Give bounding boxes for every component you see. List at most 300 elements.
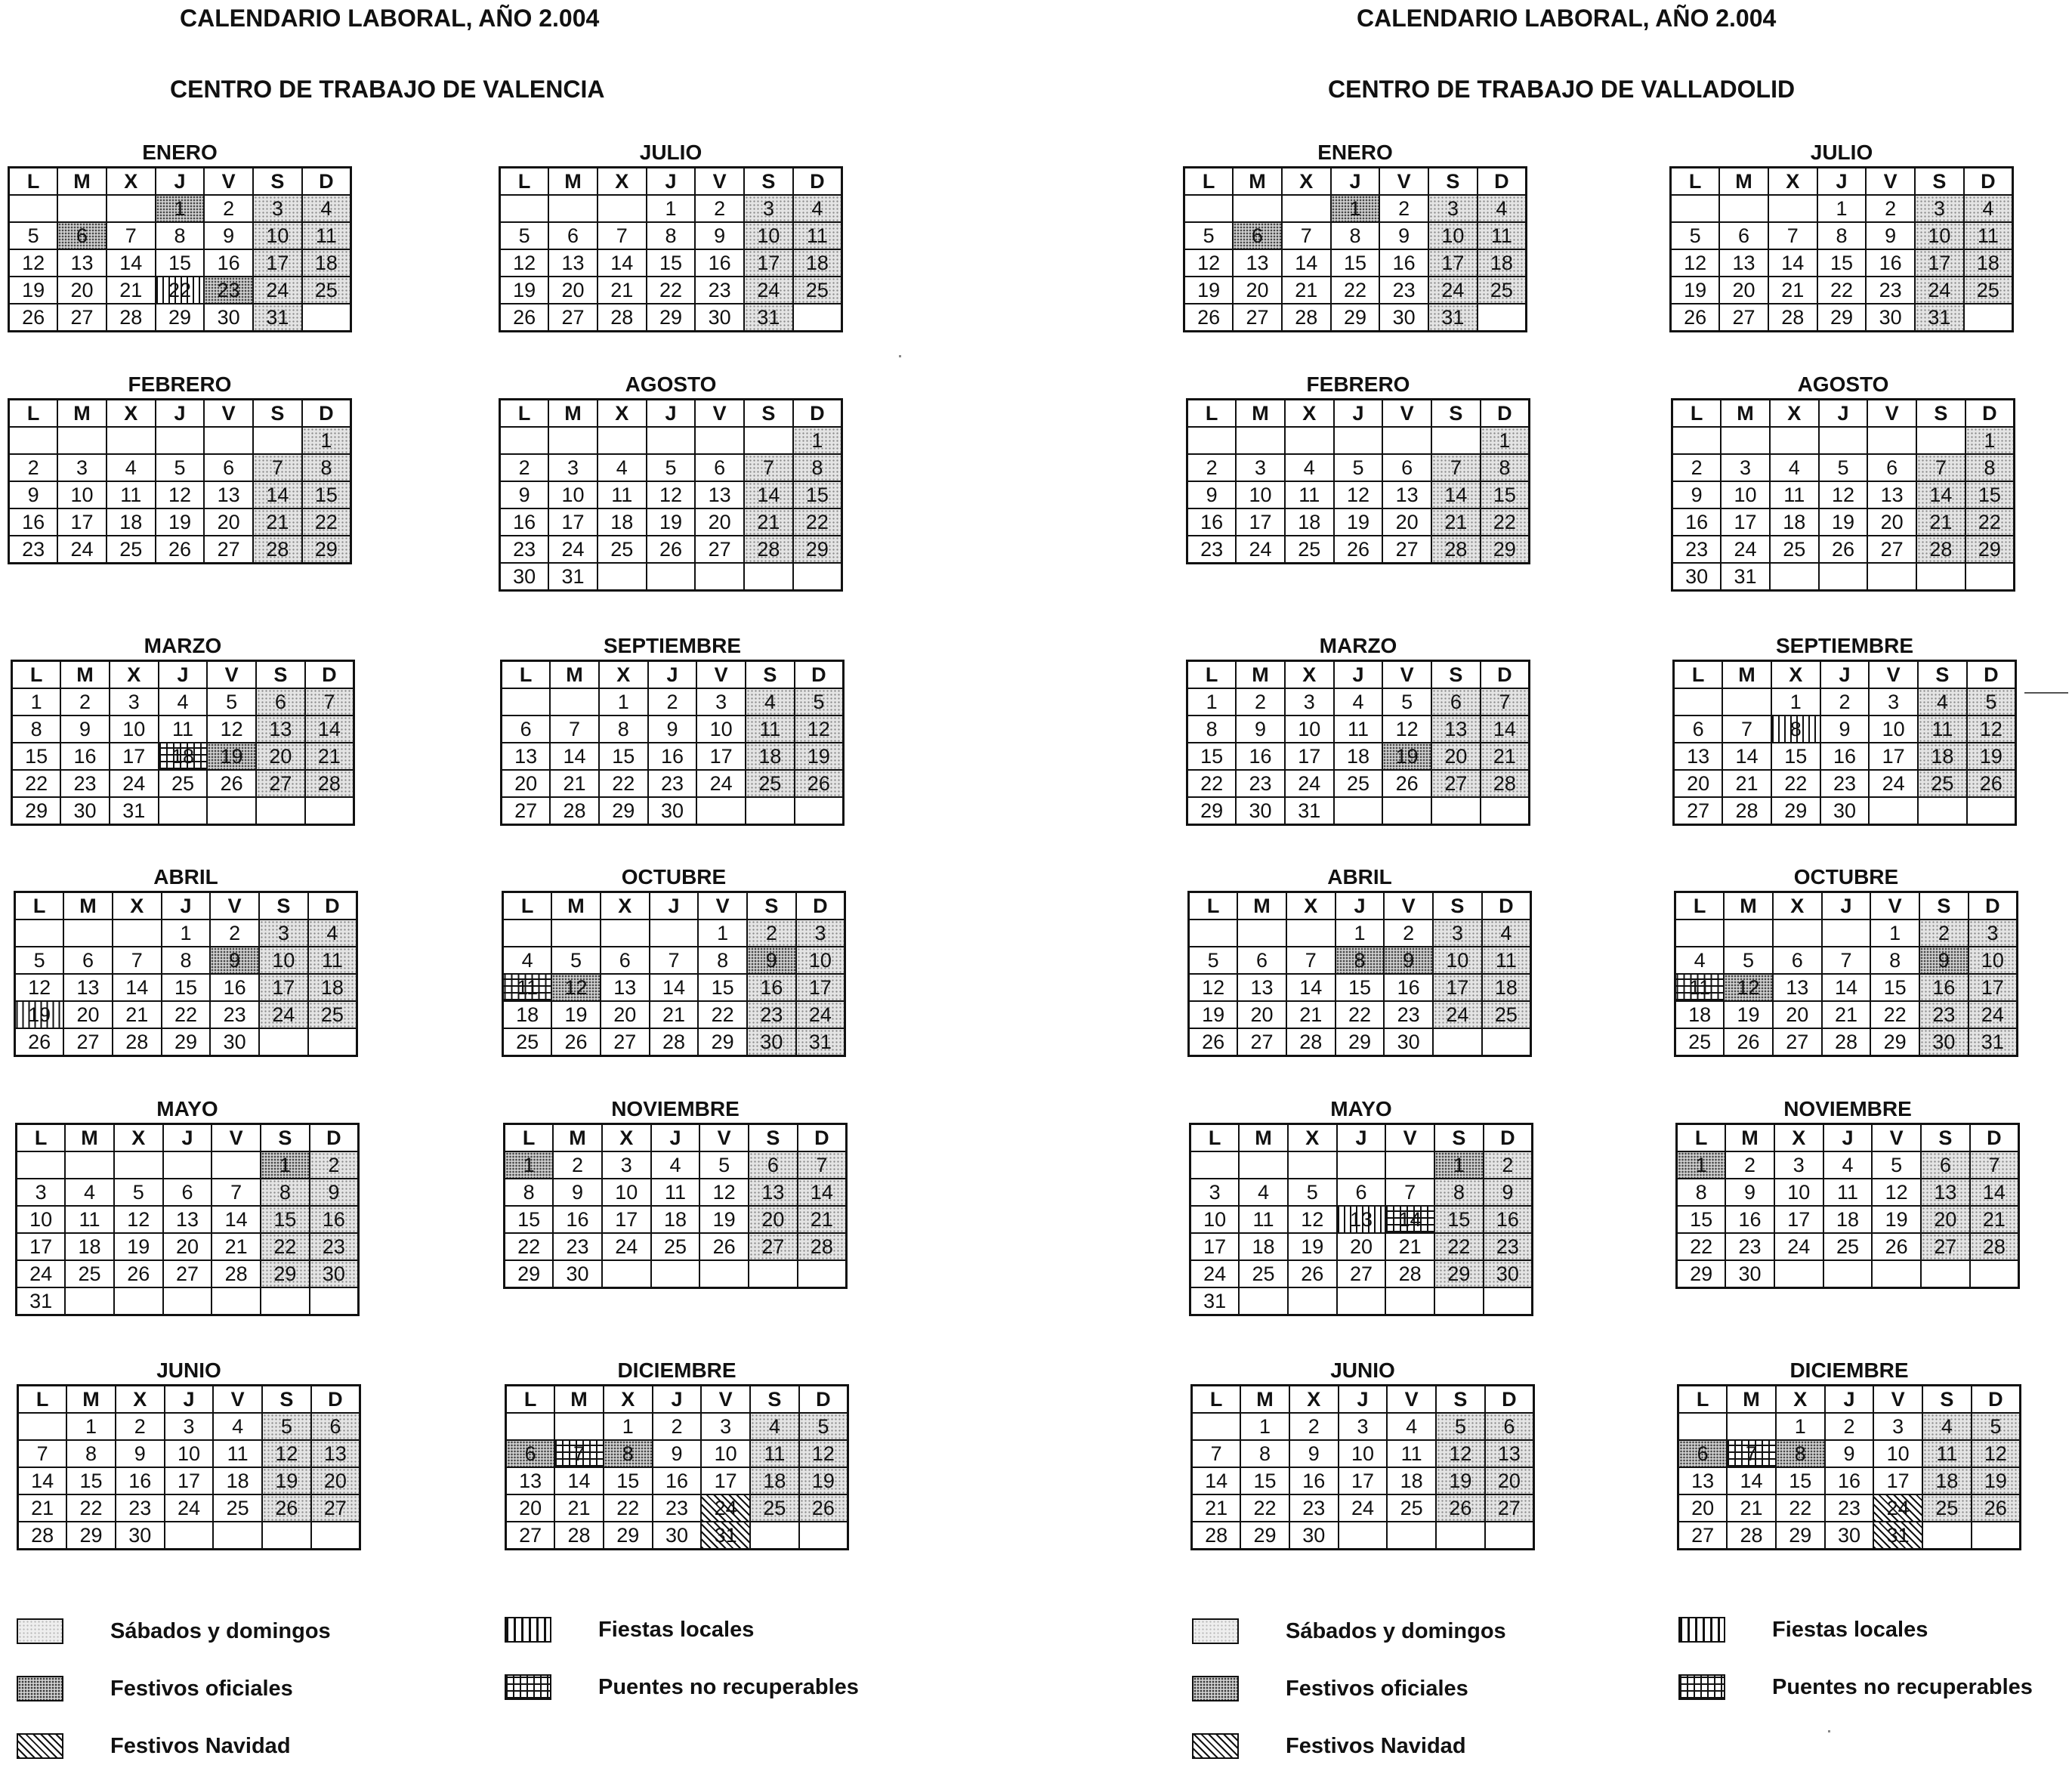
- week-row: [15, 947, 357, 974]
- weekday-header: X: [1776, 1386, 1825, 1414]
- day-cell: 24: [253, 277, 302, 304]
- empty-cell: [1239, 1151, 1288, 1179]
- day-cell: 26: [1184, 304, 1234, 332]
- day-cell: 11: [213, 1440, 262, 1467]
- month-calendar: [500, 632, 845, 826]
- empty-cell: [699, 1260, 749, 1288]
- day-cell: 9: [1484, 1179, 1533, 1206]
- day-cell: 27: [502, 797, 551, 825]
- day-cell: 26: [114, 1260, 163, 1287]
- weekday-header-row: [9, 400, 351, 428]
- week-row: [1190, 1151, 1533, 1179]
- day-cell: 27: [1382, 536, 1431, 564]
- weekday-header: M: [57, 168, 107, 196]
- weekday-header: X: [1288, 1124, 1337, 1152]
- day-cell: 22: [1240, 1494, 1289, 1522]
- legend-local-swatch: [1678, 1617, 1725, 1643]
- weekday-header: L: [17, 1124, 66, 1152]
- empty-cell: [1189, 919, 1238, 947]
- day-cell: 17: [17, 1233, 66, 1260]
- day-cell: 26: [1872, 1233, 1921, 1260]
- day-cell: 9: [116, 1440, 165, 1467]
- week-row: [1674, 743, 2016, 770]
- weekday-header: D: [1481, 400, 1530, 428]
- day-cell: 2: [1919, 919, 1969, 947]
- empty-cell: [1773, 919, 1822, 947]
- day-cell: 5: [551, 947, 601, 974]
- day-cell: 29: [1817, 304, 1867, 332]
- weekday-header: L: [9, 400, 58, 428]
- day-cell: 16: [1725, 1206, 1774, 1233]
- day-cell: 4: [746, 688, 795, 716]
- day-cell: 28: [554, 1522, 604, 1550]
- day-cell: 28: [1722, 797, 1771, 825]
- week-row: [1184, 195, 1527, 222]
- month-name: FEBRERO: [1306, 372, 1410, 396]
- week-row: [9, 481, 351, 508]
- weekday-header: J: [165, 1386, 214, 1414]
- day-cell: 9: [1379, 222, 1428, 249]
- day-cell: 23: [1484, 1233, 1533, 1260]
- month-calendar: [1671, 371, 2015, 592]
- day-cell: 6: [1921, 1151, 1970, 1179]
- day-cell: 8: [66, 1440, 116, 1467]
- week-row: [1675, 919, 2018, 947]
- day-cell: 26: [1972, 1494, 2021, 1522]
- legend-christmas-label: Festivos Navidad: [110, 1733, 291, 1758]
- weekday-header: S: [262, 1386, 311, 1414]
- day-cell: 11: [1478, 222, 1527, 249]
- day-cell: 13: [1237, 974, 1286, 1001]
- day-cell: 16: [653, 1467, 702, 1494]
- day-cell: 17: [744, 249, 793, 277]
- week-row: [17, 1151, 359, 1179]
- month-grid: [499, 166, 843, 332]
- day-cell: 28: [650, 1028, 699, 1056]
- weekday-header: V: [698, 892, 747, 920]
- empty-cell: [554, 1413, 604, 1440]
- day-cell: 6: [506, 1440, 555, 1467]
- day-cell: 21: [550, 770, 599, 797]
- weekday-header: J: [163, 1124, 212, 1152]
- day-cell: 7: [1727, 1440, 1776, 1467]
- day-cell: 22: [1336, 1001, 1385, 1028]
- day-cell: 7: [1481, 688, 1530, 716]
- weekday-header: S: [750, 1386, 799, 1414]
- day-cell: 12: [1189, 974, 1238, 1001]
- weekday-header: V: [1869, 661, 1918, 689]
- weekday-header: J: [1331, 168, 1380, 196]
- day-cell: 19: [1436, 1467, 1485, 1494]
- day-cell: 23: [9, 536, 58, 564]
- day-cell: 25: [1918, 770, 1967, 797]
- day-cell: 12: [795, 716, 844, 743]
- month-grid: [1669, 166, 2014, 332]
- day-cell: 29: [1187, 797, 1237, 825]
- day-cell: 21: [554, 1494, 604, 1522]
- day-cell: 8: [1771, 716, 1820, 743]
- day-cell: 24: [57, 536, 107, 564]
- week-row: [1187, 508, 1530, 536]
- day-cell: 13: [163, 1206, 212, 1233]
- empty-cell: [1678, 1413, 1728, 1440]
- empty-cell: [163, 1151, 212, 1179]
- week-row: [1671, 195, 2013, 222]
- week-row: [9, 249, 351, 277]
- day-cell: 1: [1331, 195, 1380, 222]
- empty-cell: [63, 919, 113, 947]
- weekday-header: S: [1916, 400, 1965, 428]
- day-cell: 11: [1675, 974, 1725, 1001]
- weekday-header: V: [1867, 400, 1916, 428]
- day-cell: 27: [1237, 1028, 1286, 1056]
- day-cell: 31: [548, 563, 598, 591]
- scan-dot: [899, 355, 901, 357]
- day-cell: 17: [1339, 1467, 1388, 1494]
- day-cell: 11: [1922, 1440, 1972, 1467]
- weekday-header: D: [302, 168, 351, 196]
- panel-valladolid: [1178, 0, 2072, 1771]
- day-cell: 12: [1334, 481, 1383, 508]
- weekday-header: M: [551, 892, 601, 920]
- empty-cell: [259, 1028, 308, 1056]
- day-cell: 10: [1433, 947, 1482, 974]
- legend-official-swatch: [1192, 1676, 1239, 1701]
- weekday-header: J: [159, 661, 208, 689]
- day-cell: 17: [1774, 1206, 1823, 1233]
- legend-official-label: Festivos oficiales: [1286, 1676, 1468, 1701]
- day-cell: 14: [1727, 1467, 1776, 1494]
- empty-cell: [602, 1260, 651, 1288]
- month-calendar: [15, 1096, 360, 1316]
- day-cell: 21: [1916, 508, 1965, 536]
- month-name: DICIEMBRE: [1789, 1358, 1909, 1382]
- weekday-header: M: [1236, 400, 1285, 428]
- month-grid: [1674, 891, 2018, 1057]
- weekday-header: X: [598, 400, 647, 428]
- day-cell: 22: [1965, 508, 2015, 536]
- day-cell: 12: [1436, 1440, 1485, 1467]
- empty-cell: [1819, 563, 1868, 591]
- empty-cell: [261, 1287, 310, 1315]
- weekday-header: S: [1431, 661, 1481, 689]
- weekday-header-row: [12, 661, 354, 689]
- day-cell: 25: [107, 536, 156, 564]
- day-cell: 14: [1768, 249, 1817, 277]
- week-row: [17, 1260, 359, 1287]
- day-cell: 12: [114, 1206, 163, 1233]
- empty-cell: [1239, 1287, 1288, 1315]
- day-cell: 8: [12, 716, 61, 743]
- day-cell: 16: [1384, 974, 1433, 1001]
- day-cell: 1: [1870, 919, 1919, 947]
- month-name: OCTUBRE: [621, 865, 727, 889]
- empty-cell: [506, 1413, 555, 1440]
- empty-cell: [1819, 427, 1868, 454]
- day-cell: 5: [262, 1413, 311, 1440]
- month-grid: [1672, 660, 2017, 826]
- week-row: [1674, 797, 2016, 825]
- month-calendar: [1669, 139, 2014, 332]
- weekday-header-row: [1189, 892, 1531, 920]
- empty-cell: [1382, 797, 1431, 825]
- empty-cell: [305, 797, 354, 825]
- empty-cell: [262, 1522, 311, 1550]
- day-cell: 3: [1236, 454, 1285, 481]
- day-cell: 6: [548, 222, 598, 249]
- day-cell: 21: [744, 508, 793, 536]
- weekday-header: S: [1915, 168, 1964, 196]
- empty-cell: [1768, 195, 1817, 222]
- day-cell: 30: [310, 1260, 359, 1287]
- day-cell: 29: [1240, 1522, 1289, 1550]
- weekday-header: L: [9, 168, 58, 196]
- day-cell: 18: [750, 1467, 799, 1494]
- empty-cell: [799, 1522, 848, 1550]
- weekday-header: S: [1428, 168, 1478, 196]
- weekday-header: J: [1820, 661, 1870, 689]
- week-row: [1189, 947, 1531, 974]
- day-cell: 23: [553, 1233, 602, 1260]
- weekday-header-row: [502, 661, 844, 689]
- month-name: JUNIO: [1330, 1358, 1395, 1382]
- day-cell: 24: [1428, 277, 1478, 304]
- day-cell: 4: [1285, 454, 1334, 481]
- day-cell: 3: [1339, 1413, 1388, 1440]
- day-cell: 30: [1484, 1260, 1533, 1287]
- day-cell: 22: [1434, 1233, 1484, 1260]
- day-cell: 1: [302, 427, 351, 454]
- weekday-header: M: [548, 400, 598, 428]
- day-cell: 30: [1236, 797, 1285, 825]
- day-cell: 28: [113, 1028, 162, 1056]
- day-cell: 30: [500, 563, 549, 591]
- day-cell: 26: [1967, 770, 2016, 797]
- weekday-header: X: [107, 400, 156, 428]
- day-cell: 3: [110, 688, 159, 716]
- day-cell: 4: [503, 947, 552, 974]
- week-row: [1675, 1028, 2018, 1056]
- day-cell: 4: [651, 1151, 700, 1179]
- day-cell: 25: [1770, 536, 1819, 563]
- day-cell: 25: [1478, 277, 1527, 304]
- month-grid: [11, 660, 355, 826]
- day-cell: 31: [701, 1522, 750, 1550]
- week-row: [17, 1233, 359, 1260]
- weekday-header-row: [1677, 1124, 2019, 1152]
- week-row: [1187, 536, 1530, 564]
- day-cell: 27: [311, 1494, 360, 1522]
- day-cell: 27: [1678, 1522, 1728, 1550]
- day-cell: 21: [1768, 277, 1817, 304]
- empty-cell: [749, 1260, 798, 1288]
- empty-cell: [1869, 797, 1918, 825]
- day-cell: 4: [308, 919, 357, 947]
- day-cell: 3: [548, 454, 598, 481]
- day-cell: 14: [113, 974, 162, 1001]
- week-row: [1187, 481, 1530, 508]
- day-cell: 14: [305, 716, 354, 743]
- weekday-header: D: [1972, 1386, 2021, 1414]
- day-cell: 27: [1337, 1260, 1386, 1287]
- day-cell: 22: [12, 770, 61, 797]
- weekday-header: V: [1870, 892, 1919, 920]
- week-row: [1192, 1413, 1534, 1440]
- day-cell: 3: [253, 195, 302, 222]
- weekday-header: D: [799, 1386, 848, 1414]
- day-cell: 16: [1187, 508, 1237, 536]
- day-cell: 24: [1873, 1494, 1922, 1522]
- day-cell: 18: [308, 974, 357, 1001]
- day-cell: 23: [747, 1001, 796, 1028]
- weekday-header: J: [1334, 661, 1383, 689]
- day-cell: 5: [1189, 947, 1238, 974]
- day-cell: 30: [553, 1260, 602, 1288]
- day-cell: 3: [1190, 1179, 1240, 1206]
- day-cell: 13: [256, 716, 305, 743]
- weekday-header: L: [18, 1386, 67, 1414]
- day-cell: 22: [302, 508, 351, 536]
- day-cell: 16: [310, 1206, 359, 1233]
- empty-cell: [798, 1260, 847, 1288]
- day-cell: 27: [63, 1028, 113, 1056]
- day-cell: 23: [1725, 1233, 1774, 1260]
- week-row: [503, 1001, 845, 1028]
- weekday-header: J: [651, 1124, 700, 1152]
- month-name: FEBRERO: [128, 372, 232, 396]
- month-grid: [15, 1123, 360, 1316]
- week-row: [17, 1287, 359, 1315]
- month-grid: [499, 398, 843, 592]
- day-cell: 27: [1674, 797, 1723, 825]
- weekday-header: X: [601, 892, 650, 920]
- day-cell: 21: [650, 1001, 699, 1028]
- day-cell: 30: [695, 304, 744, 332]
- week-row: [9, 454, 351, 481]
- day-cell: 29: [302, 536, 351, 564]
- day-cell: 1: [647, 195, 696, 222]
- weekday-header: J: [1819, 400, 1868, 428]
- weekday-header: L: [1187, 661, 1237, 689]
- day-cell: 15: [1336, 974, 1385, 1001]
- legend-local-label: Fiestas locales: [1772, 1617, 1928, 1642]
- week-row: [502, 770, 844, 797]
- month-grid: [1675, 1123, 2020, 1289]
- day-cell: 28: [1286, 1028, 1336, 1056]
- day-cell: 16: [210, 974, 259, 1001]
- month-grid: [1671, 398, 2015, 592]
- day-cell: 29: [1677, 1260, 1726, 1288]
- weekday-header: M: [66, 1386, 116, 1414]
- week-row: [1678, 1467, 2021, 1494]
- day-cell: 7: [650, 947, 699, 974]
- week-row: [1672, 536, 2015, 563]
- week-row: [1672, 481, 2015, 508]
- day-cell: 27: [601, 1028, 650, 1056]
- week-row: [502, 716, 844, 743]
- day-cell: 20: [1921, 1206, 1970, 1233]
- day-cell: 3: [1873, 1413, 1922, 1440]
- weekday-header: X: [1289, 1386, 1339, 1414]
- week-row: [1678, 1440, 2021, 1467]
- day-cell: 30: [116, 1522, 165, 1550]
- weekday-header: X: [599, 661, 648, 689]
- work-center-title: CENTRO DE TRABAJO DE VALENCIA: [170, 76, 605, 103]
- week-row: [503, 1028, 845, 1056]
- day-cell: 22: [793, 508, 842, 536]
- day-cell: 16: [60, 743, 110, 770]
- day-cell: 18: [1823, 1206, 1873, 1233]
- day-cell: 1: [162, 919, 211, 947]
- day-cell: 18: [1478, 249, 1527, 277]
- day-cell: 27: [1773, 1028, 1822, 1056]
- weekday-header-row: [1671, 168, 2013, 196]
- empty-cell: [204, 427, 253, 454]
- empty-cell: [1822, 919, 1871, 947]
- week-row: [17, 1179, 359, 1206]
- day-cell: 21: [598, 277, 647, 304]
- day-cell: 3: [744, 195, 793, 222]
- week-row: [1189, 1028, 1531, 1056]
- empty-cell: [1675, 919, 1725, 947]
- day-cell: 29: [647, 304, 696, 332]
- week-row: [9, 304, 351, 332]
- day-cell: 14: [1282, 249, 1331, 277]
- day-cell: 19: [551, 1001, 601, 1028]
- day-cell: 15: [505, 1206, 554, 1233]
- day-cell: 23: [500, 536, 549, 563]
- day-cell: 16: [116, 1467, 165, 1494]
- month-calendar: [1183, 139, 1527, 332]
- empty-cell: [695, 563, 744, 591]
- day-cell: 25: [1387, 1494, 1436, 1522]
- empty-cell: [647, 563, 696, 591]
- empty-cell: [1719, 195, 1768, 222]
- day-cell: 2: [310, 1151, 359, 1179]
- day-cell: 18: [213, 1467, 262, 1494]
- day-cell: 21: [1385, 1233, 1434, 1260]
- day-cell: 1: [156, 195, 205, 222]
- weekday-header-row: [1187, 400, 1530, 428]
- weekday-header: V: [1385, 1124, 1434, 1152]
- empty-cell: [647, 427, 696, 454]
- day-cell: 24: [701, 1494, 750, 1522]
- day-cell: 11: [503, 974, 552, 1001]
- day-cell: 20: [1674, 770, 1723, 797]
- weekday-header: L: [1674, 661, 1723, 689]
- day-cell: 2: [695, 195, 744, 222]
- day-cell: 26: [1288, 1260, 1337, 1287]
- day-cell: 17: [1721, 508, 1770, 536]
- day-cell: 30: [653, 1522, 702, 1550]
- day-cell: 8: [1677, 1179, 1726, 1206]
- month-calendar: [1187, 864, 1532, 1057]
- day-cell: 28: [550, 797, 599, 825]
- day-cell: 9: [210, 947, 259, 974]
- day-cell: 29: [12, 797, 61, 825]
- day-cell: 17: [548, 508, 598, 536]
- month-grid: [1187, 891, 1532, 1057]
- day-cell: 11: [1918, 716, 1967, 743]
- day-cell: 29: [1331, 304, 1380, 332]
- day-cell: 9: [1289, 1440, 1339, 1467]
- week-row: [9, 195, 351, 222]
- day-cell: 16: [747, 974, 796, 1001]
- weekday-header: L: [502, 661, 551, 689]
- day-cell: 21: [1286, 1001, 1336, 1028]
- day-cell: 27: [256, 770, 305, 797]
- day-cell: 13: [749, 1179, 798, 1206]
